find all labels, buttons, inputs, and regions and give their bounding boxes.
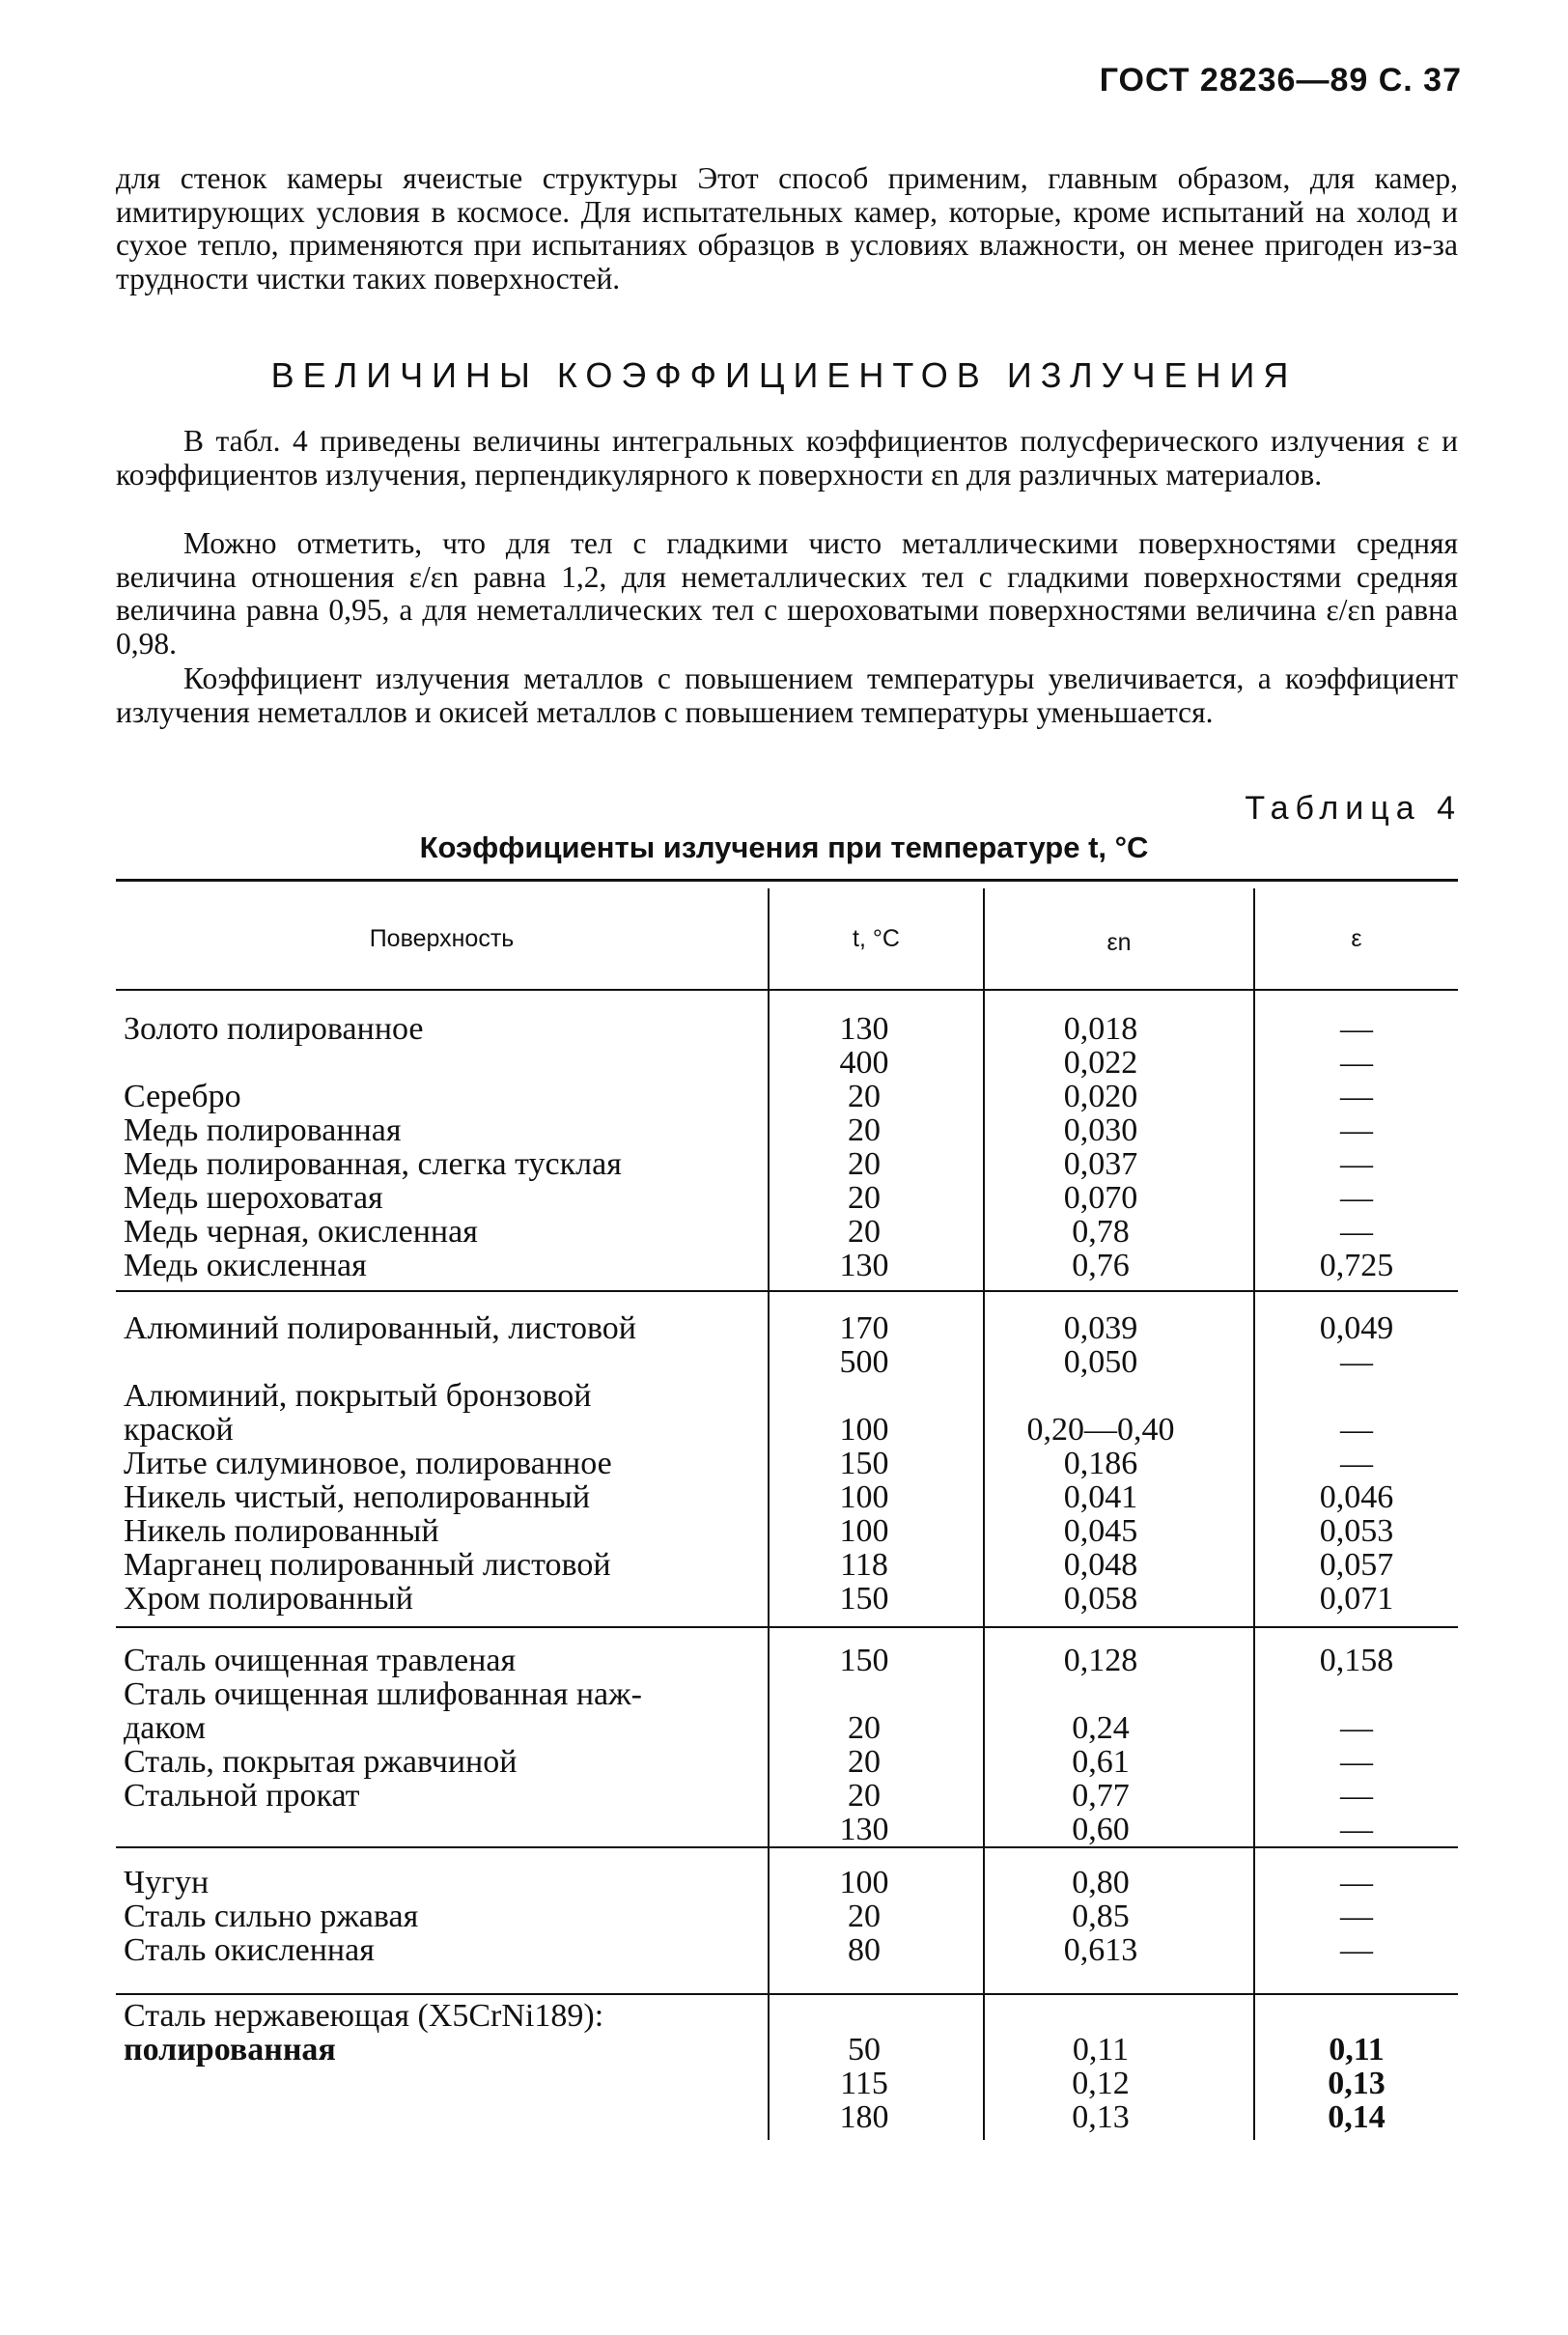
table-cell-e: 0,071 <box>1319 1581 1394 1617</box>
table-cell-e: — <box>1340 1180 1373 1216</box>
table-caption: Коэффициенты излучения при температуре t, °С <box>419 830 1149 864</box>
table-cell-en: 0,24 <box>1072 1710 1130 1746</box>
table-cell-surface: Медь окисленная <box>124 1248 367 1283</box>
table-cell-t: 20 <box>848 1079 881 1114</box>
group-separator <box>116 1290 1458 1292</box>
table-cell-en: 0,037 <box>1063 1146 1138 1182</box>
table-cell-t: 150 <box>839 1581 889 1617</box>
table-cell-en: 0,020 <box>1063 1079 1138 1114</box>
group-separator <box>116 1993 1458 1995</box>
table-cell-e: — <box>1340 1812 1373 1847</box>
table-cell-t: 20 <box>848 1146 881 1182</box>
table-cell-surface: Никель полированный <box>124 1513 439 1549</box>
table-cell-e: 0,053 <box>1319 1513 1394 1549</box>
table-cell-t: 50 <box>848 2032 881 2068</box>
table-cell-surface: полированная <box>124 2032 336 2068</box>
table-cell-surface: Хром полированный <box>124 1581 413 1617</box>
table-cell-e: — <box>1340 1079 1373 1114</box>
table-cell-t: 170 <box>839 1310 889 1346</box>
table-cell-t: 150 <box>839 1643 889 1678</box>
table-cell-en: 0,61 <box>1072 1744 1130 1780</box>
table-cell-t: 20 <box>848 1214 881 1250</box>
paragraph-2: Можно отметить, что для тел с гладкими чисто металлическими поверхностями средняя величина отношения ε/εn равна 1,2, для неметаллических тел с гладкими поверхностями средняя величина равна 0,95, а для неметаллических тел с шероховатыми поверхностями величина ε/εn равна 0,98. <box>116 526 1458 661</box>
table-cell-surface: даком <box>124 1710 207 1746</box>
table-cell-surface: Медь черная, окисленная <box>124 1214 478 1250</box>
table-cell-e: — <box>1340 1146 1373 1182</box>
paragraph-1: В табл. 4 приведены величины интегральных коэффициентов полусферического излучения ε и коэффициентов излучения, перпендикулярного к поверхности εn для различных материалов. <box>116 424 1458 492</box>
table-cell-surface: Литье силуминовое, полированное <box>124 1446 612 1481</box>
table-cell-surface: Стальной прокат <box>124 1778 360 1814</box>
table-cell-surface: Алюминий, покрытый бронзовой <box>124 1378 592 1414</box>
table-cell-e: — <box>1340 1214 1373 1250</box>
table-cell-en: 0,12 <box>1072 2066 1130 2101</box>
table-cell-surface: Золото полированное <box>124 1011 424 1047</box>
table-cell-e: — <box>1340 1011 1373 1047</box>
table-cell-en: 0,76 <box>1072 1248 1130 1283</box>
table-cell-e: — <box>1340 1412 1373 1448</box>
table-cell-surface: Медь шероховатая <box>124 1180 383 1216</box>
table-cell-surface: Марганец полированный листовой <box>124 1547 611 1583</box>
table-cell-t: 100 <box>839 1479 889 1515</box>
table-cell-en: 0,030 <box>1063 1112 1138 1148</box>
table-cell-en: 0,60 <box>1072 1812 1130 1847</box>
table-cell-e: — <box>1340 1112 1373 1148</box>
page-header: ГОСТ 28236—89 С. 37 <box>1099 62 1462 98</box>
table-cell-en: 0,041 <box>1063 1479 1138 1515</box>
table-cell-e: 0,046 <box>1319 1479 1394 1515</box>
table-cell-t: 20 <box>848 1778 881 1814</box>
table-cell-e: — <box>1340 1932 1373 1968</box>
table-cell-surface: Сталь очищенная травленая <box>124 1643 517 1678</box>
table-cell-t: 20 <box>848 1744 881 1780</box>
table-cell-en: 0,070 <box>1063 1180 1138 1216</box>
table-cell-en: 0,85 <box>1072 1899 1130 1934</box>
table-cell-t: 20 <box>848 1180 881 1216</box>
table-cell-e: — <box>1340 1045 1373 1081</box>
table-cell-t: 100 <box>839 1412 889 1448</box>
table-cell-en: 0,058 <box>1063 1581 1138 1617</box>
table-cell-surface: Сталь окисленная <box>124 1932 375 1968</box>
table-cell-e: — <box>1340 1710 1373 1746</box>
table-cell-surface: Медь полированная, слегка тусклая <box>124 1146 622 1182</box>
table-cell-surface: Сталь, покрытая ржавчиной <box>124 1744 518 1780</box>
table-top-rule <box>116 879 1458 882</box>
table-cell-t: 150 <box>839 1446 889 1481</box>
table-cell-t: 20 <box>848 1112 881 1148</box>
intro-paragraph: для стенок камеры ячеистые структуры Этот способ применим, главным образом, для камер, имитирующих условия в космосе. Для испытательных камер, которые, кроме испытаний на холод и сухое тепло, применяются при испытаниях образцов в условиях влажности, он менее пригоден из-за трудности чистки таких поверхностей. <box>116 161 1458 295</box>
table-cell-t: 20 <box>848 1710 881 1746</box>
table-cell-surface: Сталь сильно ржавая <box>124 1899 419 1934</box>
table-cell-t: 115 <box>840 2066 888 2101</box>
table-cell-en: 0,039 <box>1063 1310 1138 1346</box>
table-cell-t: 130 <box>839 1812 889 1847</box>
table-cell-en: 0,128 <box>1063 1643 1138 1678</box>
table-cell-e: — <box>1340 1899 1373 1934</box>
table-cell-e: 0,14 <box>1328 2099 1386 2135</box>
table-cell-e: 0,049 <box>1319 1310 1394 1346</box>
table-cell-en: 0,78 <box>1072 1214 1130 1250</box>
table-cell-en: 0,80 <box>1072 1865 1130 1900</box>
table-cell-surface: Медь полированная <box>124 1112 402 1148</box>
section-title: ВЕЛИЧИНЫ КОЭФФИЦИЕНТОВ ИЗЛУЧЕНИЯ <box>270 355 1298 395</box>
table-cell-en: 0,048 <box>1063 1547 1138 1583</box>
table-cell-e: — <box>1340 1344 1373 1380</box>
table-cell-e: 0,158 <box>1319 1643 1394 1678</box>
table-cell-en: 0,20—0,40 <box>1026 1412 1175 1448</box>
table-cell-t: 400 <box>839 1045 889 1081</box>
table-cell-t: 500 <box>839 1344 889 1380</box>
table-cell-e: 0,13 <box>1328 2066 1386 2101</box>
column-header-surface: Поверхность <box>369 925 515 952</box>
table-cell-t: 180 <box>839 2099 889 2135</box>
table-cell-surface: Алюминий полированный, листовой <box>124 1310 636 1346</box>
table-cell-surface: Сталь нержавеющая (X5CrNi189): <box>124 1998 604 2034</box>
table-cell-en: 0,045 <box>1063 1513 1138 1549</box>
table-cell-en: 0,13 <box>1072 2099 1130 2135</box>
table-cell-surface: Чугун <box>124 1865 210 1900</box>
table-cell-en: 0,11 <box>1072 2032 1130 2068</box>
column-header-en: εn <box>1106 929 1132 956</box>
table-cell-e: — <box>1340 1744 1373 1780</box>
table-cell-t: 100 <box>839 1865 889 1900</box>
table-cell-t: 20 <box>848 1899 881 1934</box>
table-cell-surface: Никель чистый, неполированный <box>124 1479 591 1515</box>
table-cell-en: 0,186 <box>1063 1446 1138 1481</box>
column-divider <box>768 888 770 2140</box>
column-header-e: ε <box>1351 925 1362 952</box>
table-cell-surface: Сталь очищенная шлифованная наж- <box>124 1676 642 1712</box>
table-cell-t: 100 <box>839 1513 889 1549</box>
table-cell-en: 0,050 <box>1063 1344 1138 1380</box>
table-cell-t: 80 <box>848 1932 881 1968</box>
table-cell-e: — <box>1340 1446 1373 1481</box>
table-cell-surface: краской <box>124 1412 234 1448</box>
table-cell-en: 0,77 <box>1072 1778 1130 1814</box>
table-cell-en: 0,613 <box>1063 1932 1138 1968</box>
table-cell-e: 0,057 <box>1319 1547 1394 1583</box>
paragraph-3: Коэффициент излучения металлов с повышением температуры увеличивается, а коэффициент излучения неметаллов и окисей металлов с повышением температуры уменьшается. <box>116 661 1458 729</box>
table-cell-e: — <box>1340 1778 1373 1814</box>
group-separator <box>116 1626 1458 1628</box>
table-header-rule <box>116 989 1458 991</box>
table-cell-e: 0,11 <box>1329 2032 1385 2068</box>
table-cell-e: 0,725 <box>1319 1248 1394 1283</box>
group-separator <box>116 1846 1458 1848</box>
table-cell-surface: Серебро <box>124 1079 241 1114</box>
table-cell-en: 0,022 <box>1063 1045 1138 1081</box>
column-header-t: t, °С <box>853 925 900 952</box>
table-label: Таблица 4 <box>1245 790 1462 827</box>
table-cell-en: 0,018 <box>1063 1011 1138 1047</box>
table-cell-t: 130 <box>839 1248 889 1283</box>
table-cell-t: 130 <box>839 1011 889 1047</box>
table-cell-t: 118 <box>840 1547 888 1583</box>
table-cell-e: — <box>1340 1865 1373 1900</box>
